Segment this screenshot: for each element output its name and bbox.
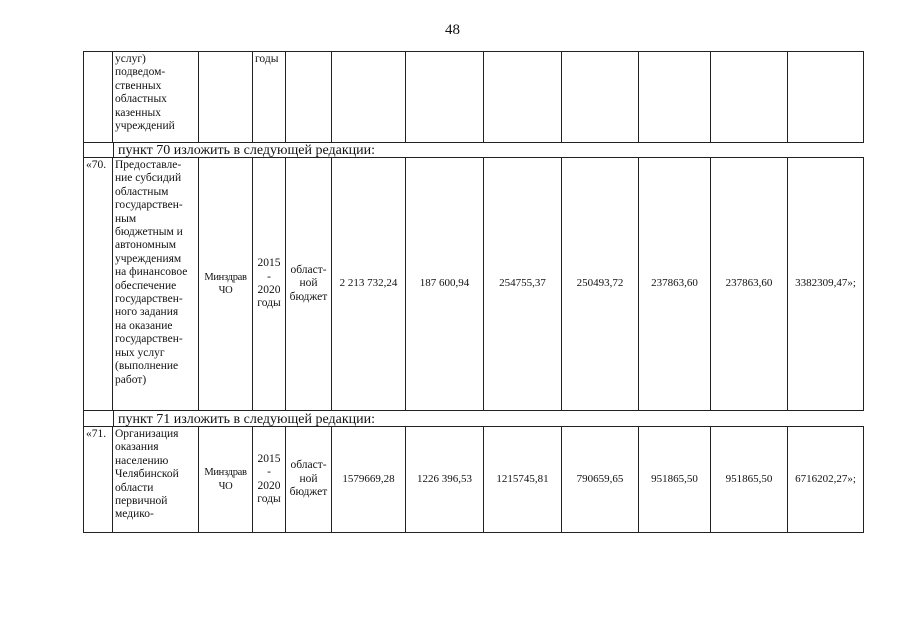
name-line: бюджетным и [115, 226, 183, 239]
table-continuation [83, 51, 864, 143]
cell-value [406, 52, 484, 143]
name-line: Организация [115, 428, 179, 440]
name-line: Предоставле- [115, 159, 182, 171]
period-line: годы [257, 492, 281, 505]
name-line: медико- [115, 508, 154, 521]
executor-line: ЧО [218, 480, 233, 492]
row-executor [199, 158, 253, 411]
section-note-70: пункт 70 изложить в следующей редакции: [118, 143, 375, 158]
period-line: 2015 [257, 257, 281, 270]
row-name [113, 427, 199, 533]
name-line: областным [115, 185, 169, 198]
cell-executor [199, 52, 253, 143]
name-line: ного задания [115, 306, 179, 319]
name-line: государствен- [115, 199, 183, 212]
name-line: учреждений [115, 120, 175, 133]
row-value-2020: 951865,50 [711, 427, 788, 533]
name-line: области [115, 481, 154, 494]
executor-line: Минздрав [204, 271, 247, 283]
row-value-2019: 951865,50 [639, 427, 711, 533]
row-value-total: 1579669,28 [332, 427, 406, 533]
source-line: област- [290, 459, 327, 472]
row-source [286, 158, 332, 411]
cell-value [562, 52, 639, 143]
period-line: 2020 [257, 284, 281, 296]
cell-name [113, 52, 199, 143]
row-value-2019: 237863,60 [639, 158, 711, 411]
row-number: «71. [84, 427, 113, 533]
name-line: Челябинской [115, 468, 179, 481]
row-name [113, 158, 199, 411]
name-line: областных [115, 93, 167, 106]
name-line: первичной [115, 495, 168, 508]
name-line: (выполнение [115, 360, 179, 373]
cell-value [639, 52, 711, 143]
row-value-all: 6716202,27»; [788, 427, 864, 533]
name-line: ным [115, 212, 137, 225]
period-line: 2015 [257, 452, 281, 465]
table-row-70 [83, 157, 864, 411]
executor-line: Минздрав [204, 467, 247, 479]
period-line: 2020 [257, 479, 281, 492]
cell-value [332, 52, 406, 143]
margin-strip [83, 411, 114, 426]
name-line: ственных [115, 79, 162, 92]
row-value-2018: 790659,65 [562, 427, 639, 533]
row-executor [199, 427, 253, 533]
name-line: учреждениям [115, 252, 182, 265]
margin-strip [83, 142, 114, 157]
source-line: ной [299, 277, 318, 290]
row-source [286, 427, 332, 533]
name-line: подведом- [115, 66, 166, 79]
row-value-2018: 250493,72 [562, 158, 639, 411]
cell-source [286, 52, 332, 143]
row-period [253, 158, 286, 411]
period-line: - [267, 270, 271, 283]
name-line: ных услуг [115, 346, 165, 359]
table-row-71 [83, 426, 864, 533]
source-line: бюджет [289, 486, 328, 499]
page-number: 48 [445, 22, 460, 38]
row-value-all: 3382309,47»; [788, 158, 864, 411]
source-line: ной [299, 472, 318, 485]
name-line: обеспечение [115, 279, 177, 292]
name-line: на финансовое [115, 266, 188, 279]
cell-value [788, 52, 864, 143]
source-line: бюджет [289, 290, 328, 303]
row-value-total: 2 213 732,24 [332, 158, 406, 411]
period-line: - [267, 466, 271, 479]
cell-value [484, 52, 562, 143]
row-value-2016: 1226 396,53 [406, 427, 484, 533]
row-period [253, 427, 286, 533]
cell-num [84, 52, 113, 143]
cell-period: годы [253, 52, 286, 143]
row-value-2016: 187 600,94 [406, 158, 484, 411]
name-line: автономным [115, 239, 176, 252]
row-value-2017: 1215745,81 [484, 427, 562, 533]
name-line: на оказание [115, 319, 173, 332]
row-number: «70. [84, 158, 113, 411]
source-line: област- [290, 263, 327, 276]
name-line: услуг) [115, 53, 146, 65]
name-line: оказания [115, 441, 159, 454]
section-note-71: пункт 71 изложить в следующей редакции: [118, 412, 375, 427]
name-line: ние субсидий [115, 172, 182, 185]
executor-line: ЧО [218, 285, 233, 296]
name-line: государствен- [115, 293, 183, 306]
cell-value [711, 52, 788, 143]
name-line: населению [115, 454, 169, 467]
row-value-2017: 254755,37 [484, 158, 562, 411]
name-line: государствен- [115, 333, 183, 346]
name-line: казенных [115, 106, 161, 119]
name-line: работ) [115, 373, 147, 386]
row-value-2020: 237863,60 [711, 158, 788, 411]
period-line: годы [257, 297, 281, 310]
